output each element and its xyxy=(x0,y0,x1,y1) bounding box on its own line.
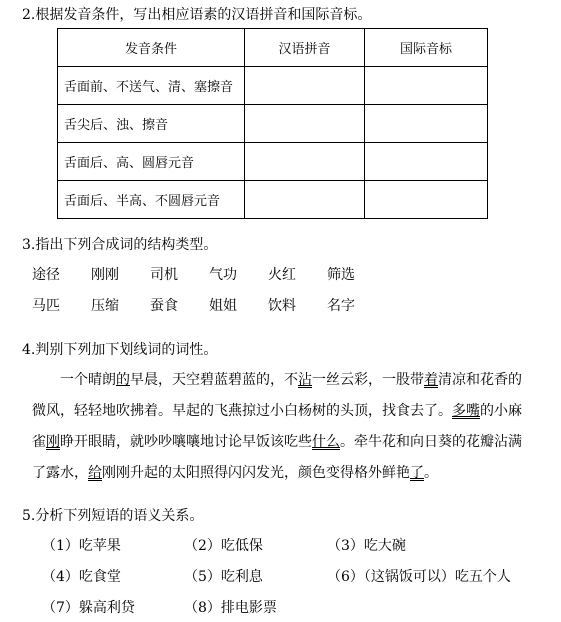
word-row-1 xyxy=(32,264,386,284)
pinyin-answer-cell[interactable] xyxy=(245,181,365,219)
phonetic-table xyxy=(57,28,488,219)
word: 司机 xyxy=(150,267,178,283)
phrase-item: （3）吃大碗 xyxy=(327,538,406,554)
phrase-item: （2）吃低保 xyxy=(184,538,263,554)
word: 名字 xyxy=(327,298,355,314)
phrase-item: （1）吃苹果 xyxy=(42,538,121,554)
table-row xyxy=(58,143,488,181)
underlined-word: 什么 xyxy=(312,434,340,450)
underlined-word: 给 xyxy=(88,465,102,481)
word: 气功 xyxy=(209,267,237,283)
passage-line-2: 微风，轻轻地吹拂着。早起的飞燕掠过小白杨树的头顶，找食去了。多嘴的小麻 xyxy=(32,403,522,419)
condition-cell: 舌面后、高、圆唇元音 xyxy=(58,143,245,181)
underlined-word: 刚 xyxy=(46,434,60,450)
word: 筛选 xyxy=(327,267,355,283)
underlined-word: 多嘴 xyxy=(452,403,480,419)
phrase-item: （4）吃食堂 xyxy=(42,569,121,585)
condition-cell: 舌面前、不送气、清、塞擦音 xyxy=(58,67,245,105)
ipa-answer-cell[interactable] xyxy=(365,105,488,143)
phrase-item: （7）躲高利贷 xyxy=(42,600,135,616)
table-row xyxy=(58,67,488,105)
word: 途径 xyxy=(32,267,60,283)
q2-title: 2.根据发音条件，写出相应语素的汉语拼音和国际音标。 xyxy=(22,7,372,23)
pinyin-answer-cell[interactable] xyxy=(245,105,365,143)
word: 姐姐 xyxy=(209,298,237,314)
header-condition: 发音条件 xyxy=(58,29,245,67)
underlined-word: 着 xyxy=(424,372,438,388)
pinyin-answer-cell[interactable] xyxy=(245,143,365,181)
passage-line-1: 一个晴朗的早晨，天空碧蓝碧蓝的，不沾一丝云彩，一股带着清凉和花香的 xyxy=(60,372,522,388)
ipa-answer-cell[interactable] xyxy=(365,181,488,219)
word: 马匹 xyxy=(32,298,60,314)
header-pinyin: 汉语拼音 xyxy=(245,29,365,67)
q4-title: 4.判别下列加下划线词的词性。 xyxy=(22,342,218,358)
word: 蚕食 xyxy=(150,298,178,314)
word: 火红 xyxy=(268,267,296,283)
ipa-answer-cell[interactable] xyxy=(365,67,488,105)
header-ipa: 国际音标 xyxy=(365,29,488,67)
underlined-word: 了 xyxy=(410,465,424,481)
phrase-item: （6）（这锅饭可以）吃五个人 xyxy=(327,569,511,585)
condition-cell: 舌尖后、浊、擦音 xyxy=(58,105,245,143)
passage-line-3: 雀刚睁开眼睛，就吵吵嚷嚷地讨论早饭该吃些什么。牵牛花和向日葵的花瓣沾满 xyxy=(32,434,522,450)
q5-title: 5.分析下列短语的语义关系。 xyxy=(22,508,204,524)
phrase-item: （8）排电影票 xyxy=(184,600,277,616)
word-row-2 xyxy=(32,295,386,315)
word: 刚刚 xyxy=(91,267,119,283)
word: 压缩 xyxy=(91,298,119,314)
underlined-word: 沾 xyxy=(298,372,312,388)
ipa-answer-cell[interactable] xyxy=(365,143,488,181)
pinyin-answer-cell[interactable] xyxy=(245,67,365,105)
phrase-item: （5）吃利息 xyxy=(184,569,263,585)
table-header-row xyxy=(58,29,488,67)
q3-title: 3.指出下列合成词的结构类型。 xyxy=(22,237,218,253)
underlined-word: 的 xyxy=(116,372,130,388)
table-row xyxy=(58,181,488,219)
word: 饮料 xyxy=(268,298,296,314)
passage-line-4: 了露水，给刚刚升起的太阳照得闪闪发光，颜色变得格外鲜艳了。 xyxy=(32,465,438,481)
condition-cell: 舌面后、半高、不圆唇元音 xyxy=(58,181,245,219)
table-row xyxy=(58,105,488,143)
